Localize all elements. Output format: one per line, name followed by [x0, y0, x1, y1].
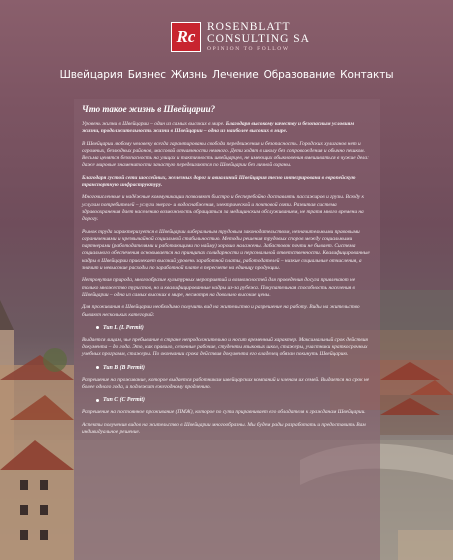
article-paragraph: Разрешение на постоянное проживание (ПМЖ), которое по сути приравнивает его обладателя к гражданам Швейцарии. — [82, 409, 366, 416]
nav-item-switzerland[interactable]: Швейцария — [59, 69, 123, 81]
bullet-icon — [96, 326, 99, 329]
paragraph-text: Уровень жизни в Швейцарии – один из самых высоких в мире. — [82, 121, 225, 127]
article-paragraph: Для проживания в Швейцарии необходимо получить вид на жительство и разрешение на работу. Виды на жительство бывают нескольких категорий: — [82, 304, 360, 318]
nav-item-treatment[interactable]: Лечение — [212, 69, 259, 81]
permit-heading-l — [96, 325, 372, 331]
article-paragraph: В Швейцарии любому человеку всегда гарантированы свобода передвижения и безопасность. Городских хулиганов нет и огромных, безлюдных районов, массовой отчаянности немного. Дети ходят в школу без сопровождения и обычно пешком. Весьма ценятся безопасность на улицах и тактичность швейцарцев, не имеющих обыкновения вмешиваться в чужие дела: даже мировые знаменитости зачастую передвигаются по Швейцарии без личной охраны. — [82, 140, 369, 169]
nav-item-contacts[interactable]: Контакты — [340, 69, 394, 81]
permit-heading-text: Тип L (L Permit) — [103, 324, 144, 331]
article-paragraph: Разрешение на проживание, которое выдается работникам швейцарских компаний и членам их семей. Выдается на срок не более одного года, и подлежит ежегодному продлению. — [82, 376, 370, 391]
logo-wordmark — [207, 22, 310, 53]
article-paragraph: Благодаря густой сети шоссейных, железных дорог и авиалиний Швейцария тесно интегрирована в европейскую транспортную инфраструктуру. — [82, 174, 356, 189]
permit-heading-c — [96, 397, 372, 403]
article-paragraph: Аспекты получения видов на жительство в Швейцарии многообразны. Мы будем рады разработать и предоставить Вам индивидуальное решение. — [82, 421, 366, 435]
permit-heading-b — [96, 365, 372, 371]
bullet-icon — [96, 366, 99, 369]
article — [82, 104, 372, 441]
article-title: Что такое жизнь в Швейцарии? — [82, 104, 216, 114]
article-paragraph: Рынок труда характеризуется в Швейцарии либеральным трудовым законодательством, незначительными правовыми ограничениями и чрезвычайной социальной стабильностью. Методы решения трудовых споров между социальными партнерами (работодателями и работающими по найму) хорошо налажены. Забастовок почти не бывает. Система социального обеспечения основывается на принципах солидарности и персональной ответственности. Квалифицированные кадры в Швейцарии привлекает высокий уровень заработной платы, работодателей – низкие социальные отчисления, а значит и невысокие расходы по заработной плате в пересчете на единицу продукции. — [82, 228, 370, 272]
article-paragraph: Нетронутая природа, многообразие культурных мероприятий и возможностей для проведения досуга привлекают не только множество туристов, но и квалифицированные кадры из-за рубежа. Покупательная способность населения в Швейцарии – одна из самых высоких в мире, несмотря на довольно высокие цены. — [82, 277, 356, 298]
main-nav — [0, 69, 453, 81]
article-paragraph: Выдается лицам, чье пребывание в стране непродолжительно и носит временный характер. Максимальный срок действия документа – до года. Это, как правило, сезонные рабочие, студенты языковых школ, стажеры, участники краткосрочных учебных программ, стажеры. По окончании срока действия документа его владелец обязан покинуть Швейцарию. — [82, 336, 368, 358]
permit-heading-text: Тип С (С Permit) — [103, 397, 145, 404]
bullet-icon — [96, 399, 99, 402]
brand-tagline: OPINION TO FOLLOW — [207, 46, 290, 52]
paragraph-bold-text: Благодаря высокому качеству и безопасным условиям жизни, продолжительность жизни в Швейцарии – одна из наиболее высоких в мире. — [82, 121, 355, 135]
nav-item-business[interactable]: Бизнес — [127, 69, 166, 81]
article-paragraph — [82, 121, 372, 136]
nav-item-life[interactable]: Жизнь — [170, 69, 208, 81]
brand-line1: ROSENBLATT — [207, 21, 291, 33]
logo-mark: Rc — [171, 22, 201, 52]
article-paragraph: Многочисленные и надёжные коммуникации позволяют быстро и бесперебойно доставлять пассажиров и грузы. Всюду к услугам потребителей – услуги энерго- и водоснабжения, электрической и почтовой связи. Развитая система здравоохранения дает населению возможность обращаться за медицинским обслуживанием, не тратя много времени на дорогу. — [82, 194, 365, 223]
brand-line2: CONSULTING SA — [207, 32, 310, 45]
permit-heading-text: Тип В (В Permit) — [103, 364, 145, 371]
brand-logo[interactable] — [171, 22, 310, 53]
nav-item-education[interactable]: Образование — [263, 69, 336, 81]
